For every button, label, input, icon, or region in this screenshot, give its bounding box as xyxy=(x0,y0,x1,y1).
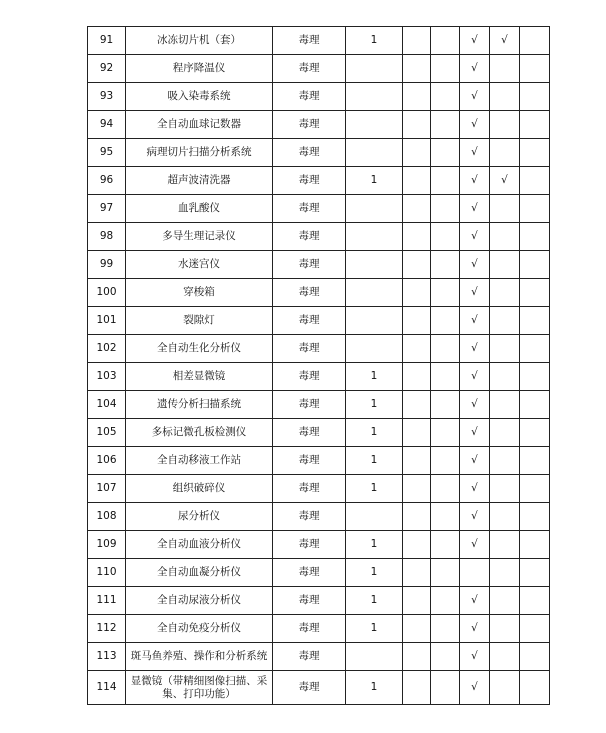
column-7-check-cell xyxy=(490,83,520,111)
row-number-cell: 94 xyxy=(88,111,126,139)
quantity-cell: 1 xyxy=(346,167,403,195)
column-5-cell xyxy=(431,111,460,139)
column-7-check-cell xyxy=(490,335,520,363)
quantity-cell xyxy=(346,643,403,671)
column-5-cell xyxy=(431,363,460,391)
table-row xyxy=(88,363,550,391)
column-8-cell xyxy=(520,643,550,671)
table-row xyxy=(88,307,550,335)
column-6-check-cell: √ xyxy=(460,251,490,279)
column-7-check-cell xyxy=(490,195,520,223)
column-6-check-cell: √ xyxy=(460,307,490,335)
column-6-check-cell: √ xyxy=(460,475,490,503)
equipment-name-cell: 全自动生化分析仪 xyxy=(126,335,273,363)
column-4-cell xyxy=(403,111,431,139)
column-4-cell xyxy=(403,643,431,671)
column-7-check-cell xyxy=(490,279,520,307)
column-4-cell xyxy=(403,363,431,391)
column-4-cell xyxy=(403,307,431,335)
quantity-cell xyxy=(346,279,403,307)
equipment-name-cell: 穿梭箱 xyxy=(126,279,273,307)
department-cell: 毒理 xyxy=(273,335,346,363)
column-8-cell xyxy=(520,503,550,531)
column-8-cell xyxy=(520,447,550,475)
column-6-check-cell: √ xyxy=(460,419,490,447)
column-5-cell xyxy=(431,223,460,251)
row-number-cell: 92 xyxy=(88,55,126,83)
quantity-cell: 1 xyxy=(346,419,403,447)
table-row xyxy=(88,531,550,559)
quantity-cell: 1 xyxy=(346,363,403,391)
column-4-cell xyxy=(403,27,431,55)
column-5-cell xyxy=(431,391,460,419)
department-cell: 毒理 xyxy=(273,531,346,559)
department-cell: 毒理 xyxy=(273,27,346,55)
column-4-cell xyxy=(403,195,431,223)
row-number-cell: 95 xyxy=(88,139,126,167)
column-4-cell xyxy=(403,447,431,475)
column-4-cell xyxy=(403,559,431,587)
column-8-cell xyxy=(520,531,550,559)
column-5-cell xyxy=(431,83,460,111)
equipment-name-cell: 相差显微镜 xyxy=(126,363,273,391)
table-row xyxy=(88,279,550,307)
row-number-cell: 102 xyxy=(88,335,126,363)
department-cell: 毒理 xyxy=(273,195,346,223)
department-cell: 毒理 xyxy=(273,279,346,307)
column-7-check-cell xyxy=(490,55,520,83)
quantity-cell: 1 xyxy=(346,475,403,503)
table-row xyxy=(88,615,550,643)
column-5-cell xyxy=(431,447,460,475)
department-cell: 毒理 xyxy=(273,503,346,531)
equipment-name-cell: 病理切片扫描分析系统 xyxy=(126,139,273,167)
row-number-cell: 98 xyxy=(88,223,126,251)
column-8-cell xyxy=(520,251,550,279)
table-row xyxy=(88,447,550,475)
equipment-name-cell: 全自动血球记数器 xyxy=(126,111,273,139)
department-cell: 毒理 xyxy=(273,671,346,705)
quantity-cell xyxy=(346,335,403,363)
equipment-name-cell: 全自动移液工作站 xyxy=(126,447,273,475)
equipment-name-cell: 水迷宫仪 xyxy=(126,251,273,279)
column-7-check-cell xyxy=(490,587,520,615)
row-number-cell: 104 xyxy=(88,391,126,419)
equipment-name-cell: 多导生理记录仪 xyxy=(126,223,273,251)
table-row xyxy=(88,671,550,705)
row-number-cell: 111 xyxy=(88,587,126,615)
equipment-name-cell: 组织破碎仪 xyxy=(126,475,273,503)
column-7-check-cell xyxy=(490,671,520,705)
column-4-cell xyxy=(403,55,431,83)
equipment-name-cell: 多标记微孔板检测仪 xyxy=(126,419,273,447)
row-number-cell: 101 xyxy=(88,307,126,335)
column-7-check-cell xyxy=(490,307,520,335)
column-8-cell xyxy=(520,391,550,419)
quantity-cell: 1 xyxy=(346,447,403,475)
column-5-cell xyxy=(431,55,460,83)
quantity-cell xyxy=(346,139,403,167)
column-8-cell xyxy=(520,139,550,167)
column-6-check-cell: √ xyxy=(460,391,490,419)
column-8-cell xyxy=(520,83,550,111)
column-5-cell xyxy=(431,139,460,167)
column-7-check-cell: √ xyxy=(490,27,520,55)
column-7-check-cell xyxy=(490,475,520,503)
column-6-check-cell: √ xyxy=(460,643,490,671)
column-6-check-cell: √ xyxy=(460,447,490,475)
quantity-cell: 1 xyxy=(346,587,403,615)
column-5-cell xyxy=(431,251,460,279)
column-7-check-cell xyxy=(490,447,520,475)
column-8-cell xyxy=(520,279,550,307)
column-6-check-cell: √ xyxy=(460,335,490,363)
column-6-check-cell: √ xyxy=(460,503,490,531)
column-7-check-cell xyxy=(490,615,520,643)
quantity-cell xyxy=(346,55,403,83)
department-cell: 毒理 xyxy=(273,559,346,587)
column-8-cell xyxy=(520,167,550,195)
table-row xyxy=(88,223,550,251)
table-row xyxy=(88,335,550,363)
row-number-cell: 96 xyxy=(88,167,126,195)
department-cell: 毒理 xyxy=(273,391,346,419)
column-5-cell xyxy=(431,475,460,503)
row-number-cell: 103 xyxy=(88,363,126,391)
column-8-cell xyxy=(520,587,550,615)
column-5-cell xyxy=(431,419,460,447)
department-cell: 毒理 xyxy=(273,587,346,615)
column-8-cell xyxy=(520,55,550,83)
column-6-check-cell: √ xyxy=(460,139,490,167)
department-cell: 毒理 xyxy=(273,111,346,139)
table-row xyxy=(88,139,550,167)
row-number-cell: 97 xyxy=(88,195,126,223)
column-4-cell xyxy=(403,587,431,615)
column-6-check-cell: √ xyxy=(460,615,490,643)
column-7-check-cell: √ xyxy=(490,167,520,195)
row-number-cell: 105 xyxy=(88,419,126,447)
quantity-cell: 1 xyxy=(346,559,403,587)
column-8-cell xyxy=(520,307,550,335)
column-8-cell xyxy=(520,559,550,587)
equipment-name-cell: 遗传分析扫描系统 xyxy=(126,391,273,419)
column-5-cell xyxy=(431,503,460,531)
column-6-check-cell: √ xyxy=(460,531,490,559)
column-5-cell xyxy=(431,531,460,559)
table-row xyxy=(88,251,550,279)
quantity-cell xyxy=(346,251,403,279)
column-7-check-cell xyxy=(490,643,520,671)
column-7-check-cell xyxy=(490,111,520,139)
column-4-cell xyxy=(403,671,431,705)
column-4-cell xyxy=(403,615,431,643)
equipment-name-cell: 全自动血凝分析仪 xyxy=(126,559,273,587)
row-number-cell: 109 xyxy=(88,531,126,559)
column-4-cell xyxy=(403,503,431,531)
table-row xyxy=(88,167,550,195)
column-8-cell xyxy=(520,195,550,223)
column-6-check-cell: √ xyxy=(460,279,490,307)
quantity-cell xyxy=(346,307,403,335)
column-7-check-cell xyxy=(490,363,520,391)
quantity-cell xyxy=(346,503,403,531)
column-6-check-cell: √ xyxy=(460,195,490,223)
equipment-name-cell: 斑马鱼养殖、操作和分析系统 xyxy=(126,643,273,671)
department-cell: 毒理 xyxy=(273,419,346,447)
table-row xyxy=(88,643,550,671)
column-4-cell xyxy=(403,419,431,447)
quantity-cell: 1 xyxy=(346,671,403,705)
column-6-check-cell: √ xyxy=(460,671,490,705)
row-number-cell: 108 xyxy=(88,503,126,531)
equipment-name-cell: 血乳酸仪 xyxy=(126,195,273,223)
table-row xyxy=(88,587,550,615)
column-4-cell xyxy=(403,335,431,363)
quantity-cell: 1 xyxy=(346,391,403,419)
department-cell: 毒理 xyxy=(273,223,346,251)
column-8-cell xyxy=(520,419,550,447)
column-7-check-cell xyxy=(490,559,520,587)
column-6-check-cell: √ xyxy=(460,83,490,111)
column-5-cell xyxy=(431,615,460,643)
column-6-check-cell: √ xyxy=(460,27,490,55)
department-cell: 毒理 xyxy=(273,55,346,83)
table-row xyxy=(88,503,550,531)
column-4-cell xyxy=(403,83,431,111)
column-4-cell xyxy=(403,167,431,195)
quantity-cell: 1 xyxy=(346,27,403,55)
equipment-name-cell: 冰冻切片机（套） xyxy=(126,27,273,55)
column-6-check-cell: √ xyxy=(460,363,490,391)
equipment-name-cell: 裂隙灯 xyxy=(126,307,273,335)
equipment-name-cell: 尿分析仪 xyxy=(126,503,273,531)
column-5-cell xyxy=(431,167,460,195)
department-cell: 毒理 xyxy=(273,475,346,503)
department-cell: 毒理 xyxy=(273,83,346,111)
column-7-check-cell xyxy=(490,139,520,167)
column-5-cell xyxy=(431,335,460,363)
column-5-cell xyxy=(431,195,460,223)
equipment-name-cell: 全自动尿液分析仪 xyxy=(126,587,273,615)
equipment-name-cell: 全自动免疫分析仪 xyxy=(126,615,273,643)
column-4-cell xyxy=(403,531,431,559)
column-7-check-cell xyxy=(490,391,520,419)
quantity-cell xyxy=(346,195,403,223)
row-number-cell: 91 xyxy=(88,27,126,55)
table-row xyxy=(88,559,550,587)
column-6-check-cell: √ xyxy=(460,55,490,83)
table-row xyxy=(88,195,550,223)
column-8-cell xyxy=(520,475,550,503)
department-cell: 毒理 xyxy=(273,167,346,195)
column-4-cell xyxy=(403,475,431,503)
department-cell: 毒理 xyxy=(273,447,346,475)
column-8-cell xyxy=(520,615,550,643)
department-cell: 毒理 xyxy=(273,363,346,391)
column-6-check-cell: √ xyxy=(460,223,490,251)
column-8-cell xyxy=(520,335,550,363)
row-number-cell: 114 xyxy=(88,671,126,705)
column-4-cell xyxy=(403,223,431,251)
column-4-cell xyxy=(403,251,431,279)
row-number-cell: 112 xyxy=(88,615,126,643)
equipment-name-cell: 吸入染毒系统 xyxy=(126,83,273,111)
column-7-check-cell xyxy=(490,223,520,251)
column-5-cell xyxy=(431,279,460,307)
column-6-check-cell: √ xyxy=(460,111,490,139)
row-number-cell: 110 xyxy=(88,559,126,587)
department-cell: 毒理 xyxy=(273,643,346,671)
table-row xyxy=(88,27,550,55)
table-row xyxy=(88,419,550,447)
column-7-check-cell xyxy=(490,251,520,279)
department-cell: 毒理 xyxy=(273,251,346,279)
column-5-cell xyxy=(431,559,460,587)
column-7-check-cell xyxy=(490,503,520,531)
column-5-cell xyxy=(431,643,460,671)
column-7-check-cell xyxy=(490,531,520,559)
equipment-name-cell: 显微镜（带精细图像扫描、采集、打印功能） xyxy=(126,671,273,705)
equipment-table-body xyxy=(88,27,550,705)
quantity-cell xyxy=(346,111,403,139)
equipment-table xyxy=(87,26,550,705)
department-cell: 毒理 xyxy=(273,615,346,643)
equipment-name-cell: 程序降温仪 xyxy=(126,55,273,83)
table-row xyxy=(88,83,550,111)
quantity-cell xyxy=(346,223,403,251)
column-4-cell xyxy=(403,139,431,167)
column-5-cell xyxy=(431,307,460,335)
row-number-cell: 100 xyxy=(88,279,126,307)
row-number-cell: 93 xyxy=(88,83,126,111)
table-row xyxy=(88,391,550,419)
quantity-cell: 1 xyxy=(346,615,403,643)
equipment-name-cell: 全自动血液分析仪 xyxy=(126,531,273,559)
column-6-check-cell xyxy=(460,559,490,587)
column-8-cell xyxy=(520,223,550,251)
column-4-cell xyxy=(403,391,431,419)
column-5-cell xyxy=(431,587,460,615)
column-6-check-cell: √ xyxy=(460,587,490,615)
department-cell: 毒理 xyxy=(273,307,346,335)
table-row xyxy=(88,475,550,503)
row-number-cell: 113 xyxy=(88,643,126,671)
department-cell: 毒理 xyxy=(273,139,346,167)
column-8-cell xyxy=(520,671,550,705)
quantity-cell xyxy=(346,83,403,111)
column-7-check-cell xyxy=(490,419,520,447)
column-8-cell xyxy=(520,27,550,55)
column-8-cell xyxy=(520,111,550,139)
column-5-cell xyxy=(431,27,460,55)
table-row xyxy=(88,111,550,139)
column-5-cell xyxy=(431,671,460,705)
column-6-check-cell: √ xyxy=(460,167,490,195)
quantity-cell: 1 xyxy=(346,531,403,559)
row-number-cell: 106 xyxy=(88,447,126,475)
column-4-cell xyxy=(403,279,431,307)
row-number-cell: 99 xyxy=(88,251,126,279)
table-row xyxy=(88,55,550,83)
equipment-name-cell: 超声波清洗器 xyxy=(126,167,273,195)
row-number-cell: 107 xyxy=(88,475,126,503)
column-8-cell xyxy=(520,363,550,391)
